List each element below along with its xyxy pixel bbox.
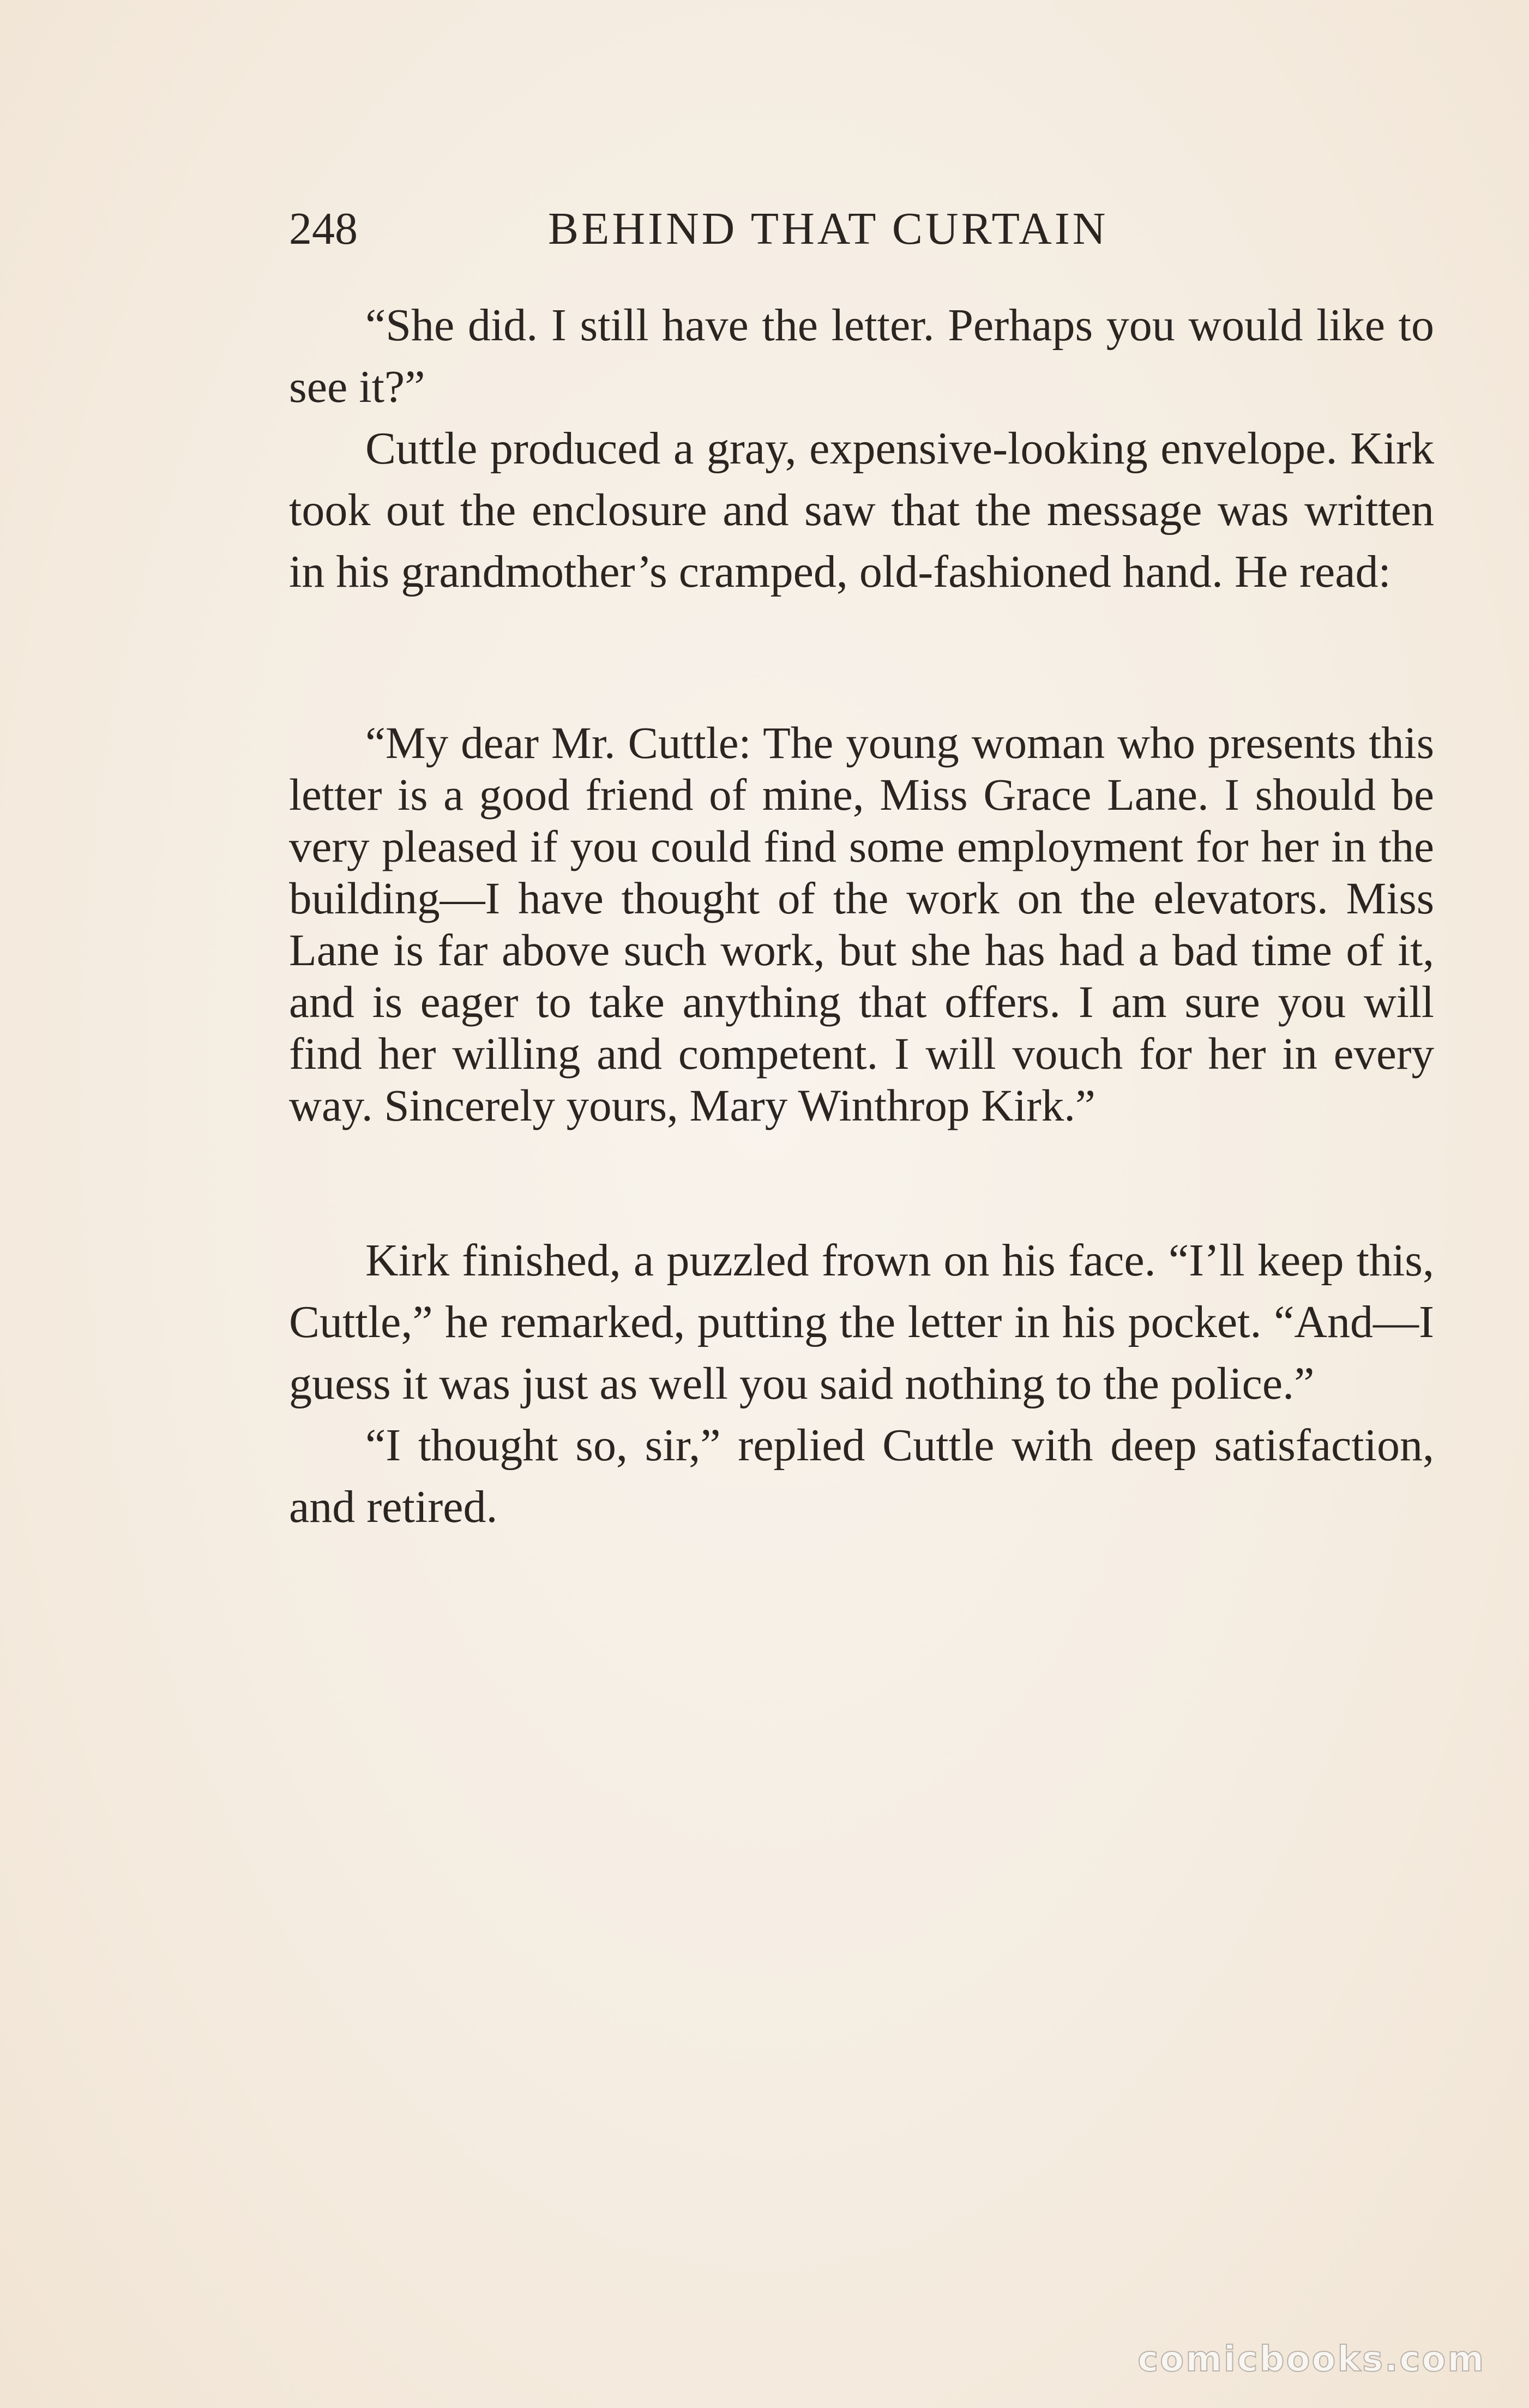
watermark: comicbooks.com	[1137, 2339, 1485, 2380]
paragraph: “She did. I still have the letter. Perhaps you would like to see it?”	[289, 300, 1434, 412]
paragraph: “I thought so, sir,” replied Cuttle with deep satisfaction, and retired.	[289, 1420, 1434, 1532]
page-number: 248	[289, 203, 358, 254]
book-title: BEHIND THAT CURTAIN	[548, 203, 1109, 254]
paragraph: Kirk finished, a puzzled frown on his face. “I’ll keep this, Cuttle,” he remarked, putting the letter in his pocket. “And—I guess it was just as well you said nothing to the police.”	[289, 1235, 1434, 1409]
running-head	[289, 202, 1434, 256]
paragraph: Cuttle produced a gray, expensive-looking envelope. Kirk took out the enclosure and saw that the message was written in his grandmother’s cramped, old-fashioned hand. He read:	[289, 423, 1434, 597]
text-block-after-letter	[289, 1230, 1434, 1538]
text-block-before-letter	[289, 294, 1434, 603]
quoted-letter: “My dear Mr. Cuttle: The young woman who presents this letter is a good friend of mine, Miss Grace Lane. I should be very pleased if you could find some employment for her in the building—I have thought of the work on the elevators. Miss Lane is far above such work, but she has had a bad time of it, and is eager to take anything that offers. I am sure you will find her willing and competent. I will vouch for her in every way. Sincerely yours, Mary Winthrop Kirk.”	[289, 718, 1434, 1130]
